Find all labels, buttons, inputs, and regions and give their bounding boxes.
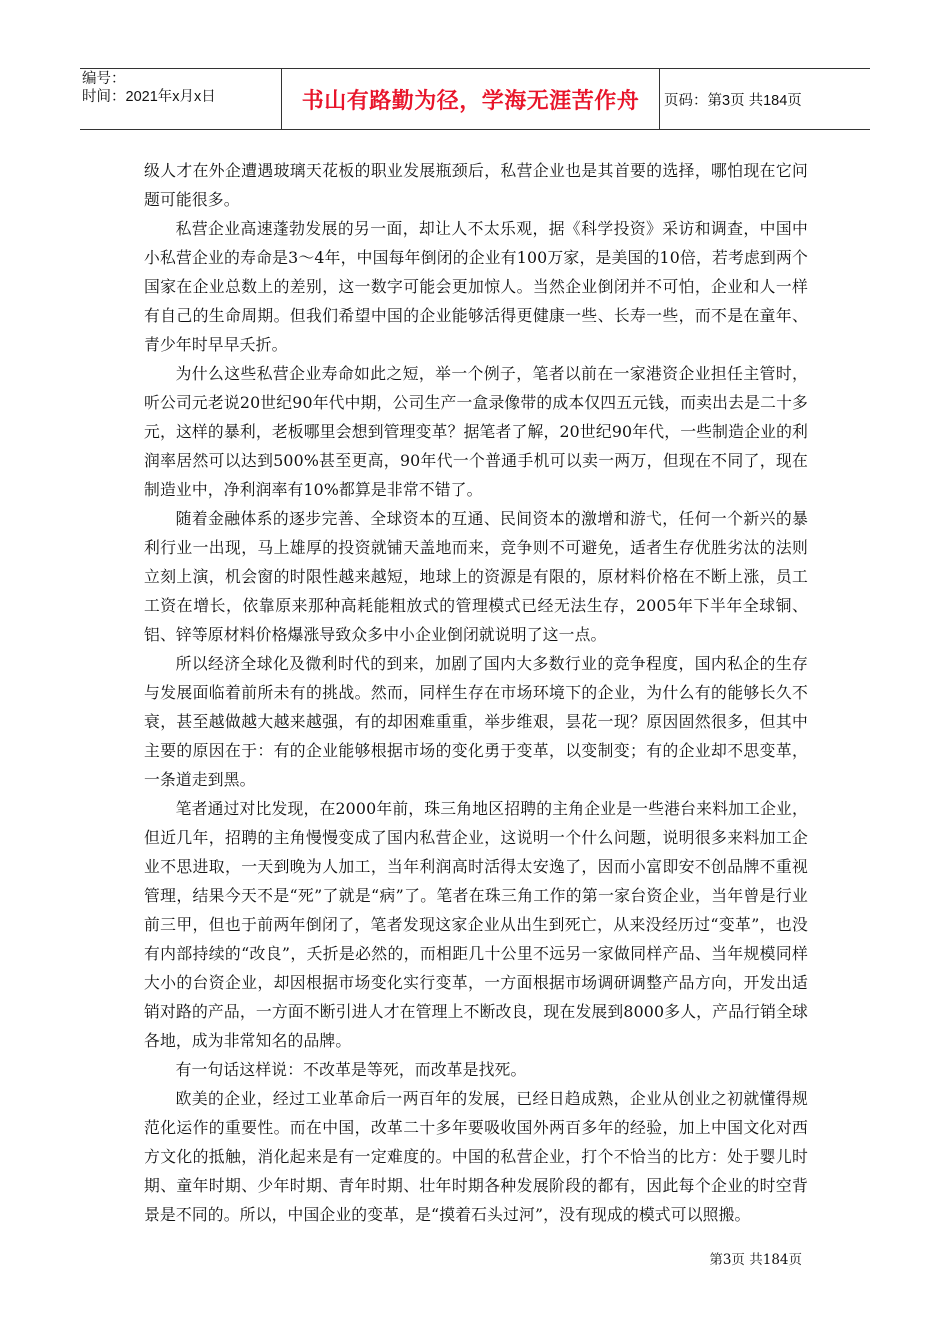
paragraph-2: 私营企业高速蓬勃发展的另一面，却让人不太乐观，据《科学投资》采访和调查，中国中小私营企业的寿命是3～4年，中国每年倒闭的企业有100万家，是美国的10倍，若考虑到两个国家在企业总数上的差别，这一数字可能会更加惊人。当然企业倒闭并不可怕，企业和人一样有自己的生命周期。但我们希望中国的企业能够活得更健康一些、长寿一些，而不是在童年、青少年时早早夭折。 [144,219,808,354]
document-time-label: 时间：2021年x月x日 [82,89,216,105]
document-body [144,156,808,1229]
paragraph-3: 为什么这些私营企业寿命如此之短，举一个例子，笔者以前在一家港资企业担任主管时，听公司元老说20世纪90年代中期，公司生产一盒录像带的成本仅四五元钱，而卖出去是二十多元，这样的暴利，老板哪里会想到管理变革？据笔者了解，20世纪90年代，一些制造企业的利润率居然可以达到500%甚至更高，90年代一个普通手机可以卖一两万，但现在不同了，现在制造业中，净利润率有10%都算是非常不错了。 [144,364,808,499]
paragraph-5: 所以经济全球化及微利时代的到来，加剧了国内大多数行业的竞争程度，国内私企的生存与发展面临着前所未有的挑战。然而，同样生存在市场环境下的企业，为什么有的能够长久不衰，甚至越做越大越来越强，有的却困难重重，举步维艰，昙花一现？原因固然很多，但其中主要的原因在于：有的企业能够根据市场的变化勇于变革，以变制变；有的企业却不思变革，一条道走到黑。 [144,654,808,789]
paragraph-4: 随着金融体系的逐步完善、全球资本的互通、民间资本的激增和游弋，任何一个新兴的暴利行业一出现，马上雄厚的投资就铺天盖地而来，竞争则不可避免，适者生存优胜劣汰的法则立刻上演，机会窗的时限性越来越短，地球上的资源是有限的，原材料价格在不断上涨，员工工资在增长，依靠原来那种高耗能粗放式的管理模式已经无法生存，2005年下半年全球铜、铝、锌等原材料价格爆涨导致众多中小企业倒闭就说明了这一点。 [144,509,808,644]
header-motto: 书山有路勤为径，学海无涯苦作舟 [301,88,640,114]
page-footer: 第3页 共184页 [709,1252,802,1268]
header-page-number: 页码：第3页 共184页 [664,92,802,109]
header-meta [80,69,280,129]
paragraph-7: 有一句话这样说：不改革是等死，而改革是找死。 [175,1060,527,1079]
paragraph-1: 级人才在外企遭遇玻璃天花板的职业发展瓶颈后，私营企业也是其首要的选择，哪怕现在它问题可能很多。 [144,161,808,209]
document-number-label: 编号： [82,71,126,87]
paragraph-8: 欧美的企业，经过工业革命后一两百年的发展，已经日趋成熟，企业从创业之初就懂得规范化运作的重要性。而在中国，改革二十多年要吸收国外两百多年的经验，加上中国文化对西方文化的抵触，消化起来是有一定难度的。中国的私营企业，打个不恰当的比方：处于婴儿时期、童年时期、少年时期、青年时期、壮年时期各种发展阶段的都有，因此每个企业的时空背景是不同的。所以，中国企业的变革，是“摸着石头过河”，没有现成的模式可以照搬。 [144,1089,808,1224]
paragraph-6: 笔者通过对比发现，在2000年前，珠三角地区招聘的主角企业是一些港台来料加工企业，但近几年，招聘的主角慢慢变成了国内私营企业，这说明一个什么问题，说明很多来料加工企业不思进取，一天到晚为人加工，当年利润高时活得太安逸了，因而小富即安不创品牌不重视管理，结果今天不是“死”了就是“病”了。笔者在珠三角工作的第一家台资企业，当年曾是行业前三甲，但也于前两年倒闭了，笔者发现这家企业从出生到死亡，从来没经历过“变革”，也没有内部持续的“改良”，夭折是必然的，而相距几十公里不远另一家做同样产品、当年规模同样大小的台资企业，却因根据市场变化实行变革，一方面根据市场调研调整产品方向，开发出适销对路的产品，一方面不断引进人才在管理上不断改良，现在发展到8000多人，产品行销全球各地，成为非常知名的品牌。 [144,799,808,1050]
header-page-cell [660,69,870,129]
header-motto-cell [281,69,660,129]
page-header [80,68,870,130]
